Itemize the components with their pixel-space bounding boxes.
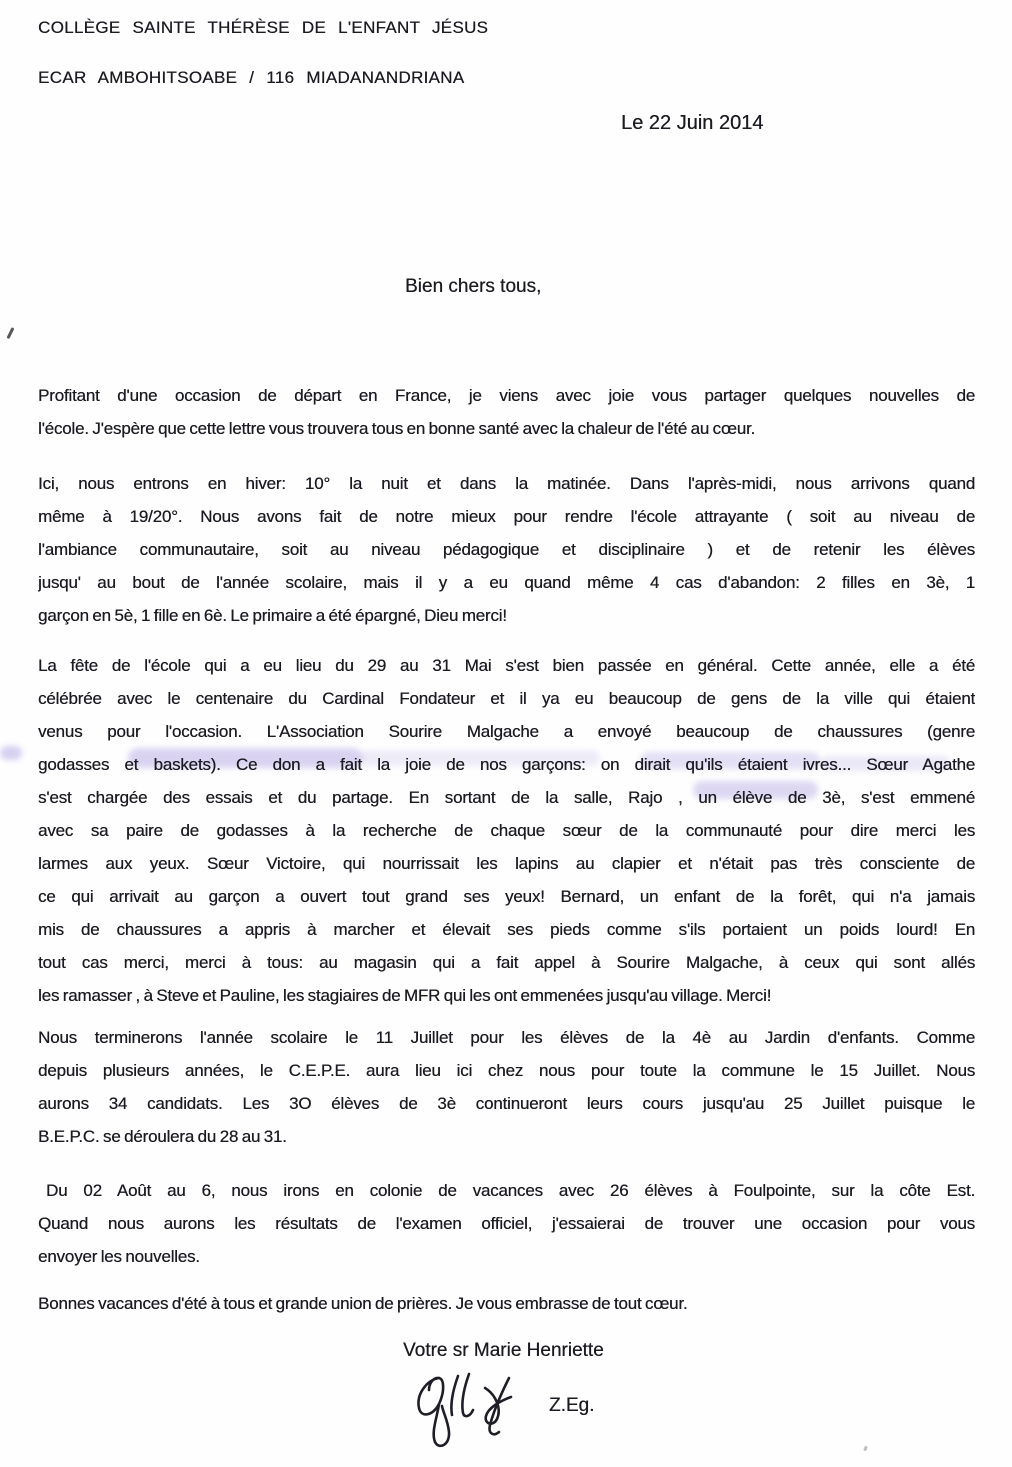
paragraph-line: garçon en 5è, 1 fille en 6è. Le primaire a été épargné, Dieu merci!	[38, 606, 507, 625]
paragraph-line: Ici, nous entrons en hiver: 10° la nuit et dans la matinée. Dans l'après-midi, nous arrivons quand	[38, 474, 975, 493]
paragraph	[38, 1174, 975, 1273]
paragraph-line: l'école. J'espère que cette lettre vous trouvera tous en bonne santé avec la chaleur de l'été au cœur.	[38, 419, 756, 438]
paragraph-line: godasses et baskets). Ce don a fait la joie de nos garçons: on dirait qu'ils étaient ivres... Sœur Agathe	[38, 755, 975, 774]
paragraph-line: Profitant d'une occasion de départ en France, je viens avec joie vous partager quelques nouvelles de	[38, 386, 975, 405]
paragraph-line: les ramasser , à Steve et Pauline, les stagiaires de MFR qui les ont emmenées jusqu'au village. Merci!	[38, 986, 772, 1005]
paragraph-line: s'est chargée des essais et du partage. En sortant de la salle, Rajo , un élève de 3è, s'est emmené	[38, 788, 975, 807]
paragraph-line: Nous terminerons l'année scolaire le 11 Juillet pour les élèves de la 4è au Jardin d'enfants. Comme	[38, 1028, 975, 1047]
paragraph	[38, 649, 975, 1012]
handwritten-signature	[405, 1366, 535, 1451]
school-address: ECAR AMBOHITSOABE / 116 MIADANANDRIANA	[38, 68, 465, 87]
paragraph-line: La fête de l'école qui a eu lieu du 29 au 31 Mai s'est bien passée en général. Cette année, elle a été	[38, 656, 975, 675]
salutation: Bien chers tous,	[405, 276, 542, 297]
paragraph	[38, 1287, 975, 1320]
paragraph-line: mis de chaussures a appris à marcher et élevait ses pieds comme s'ils portaient un poids lourd! En	[38, 920, 975, 939]
purple-smear-artifact	[0, 746, 22, 760]
school-name: COLLÈGE SAINTE THÉRÈSE DE L'ENFANT JÉSUS	[38, 18, 489, 37]
letter-date: Le 22 Juin 2014	[621, 112, 764, 134]
signature-initials: Z.Eg.	[549, 1395, 595, 1416]
paragraph-line: jusqu' au bout de l'année scolaire, mais il y a eu quand même 4 cas d'abandon: 2 filles en 3è, 1	[38, 573, 975, 592]
paragraph-line: aurons 34 candidats. Les 3O élèves de 3è continueront leurs cours jusqu'au 25 Juillet puisque le	[38, 1094, 975, 1113]
paragraph-line: ce qui arrivait au garçon a ouvert tout grand ses yeux! Bernard, un enfant de la forêt, qui n'a jamais	[38, 887, 975, 906]
paragraph-line: venus pour l'occasion. L'Association Sourire Malgache a envoyé beaucoup de chaussures (genre	[38, 722, 975, 741]
signoff: Votre sr Marie Henriette	[403, 1340, 604, 1361]
paragraph-line: même à 19/20°. Nous avons fait de notre mieux pour rendre l'école attrayante ( soit au niveau de	[38, 507, 975, 526]
paragraph	[38, 379, 975, 445]
paragraph-line: larmes aux yeux. Sœur Victoire, qui nourrissait les lapins au clapier et n'était pas très consciente de	[38, 854, 975, 873]
paragraph-line: l'ambiance communautaire, soit au niveau pédagogique et disciplinaire ) et de retenir les élèves	[38, 540, 975, 559]
paragraph-line: B.E.P.C. se déroulera du 28 au 31.	[38, 1127, 287, 1146]
paragraph-line: célébrée avec le centenaire du Cardinal Fondateur et il ya eu beaucoup de gens de la ville qui étaient	[38, 689, 975, 708]
paragraph-line: depuis plusieurs années, le C.E.P.E. aura lieu ici chez nous pour toute la commune le 15 Juillet. Nous	[38, 1061, 975, 1080]
paragraph	[38, 467, 975, 632]
stray-dot-mark	[863, 1446, 868, 1452]
paragraph	[38, 1021, 975, 1153]
paragraph-line: Bonnes vacances d'été à tous et grande union de prières. Je vous embrasse de tout cœur.	[38, 1294, 688, 1313]
paragraph-line: avec sa paire de godasses à la recherche de chaque sœur de la communauté pour dire merci les	[38, 821, 975, 840]
paragraph-line: tout cas merci, merci à tous: au magasin qui a fait appel à Sourire Malgache, à ceux qui sont allés	[38, 953, 975, 972]
paragraph-line: Du 02 Août au 6, nous irons en colonie de vacances avec 26 élèves à Foulpointe, sur la côte Est.	[46, 1181, 975, 1200]
paragraph-line: Quand nous aurons les résultats de l'examen officiel, j'essaierai de trouver une occasion pour vous	[38, 1214, 975, 1233]
paragraph-line: envoyer les nouvelles.	[38, 1247, 200, 1266]
stray-pen-mark	[6, 327, 14, 339]
